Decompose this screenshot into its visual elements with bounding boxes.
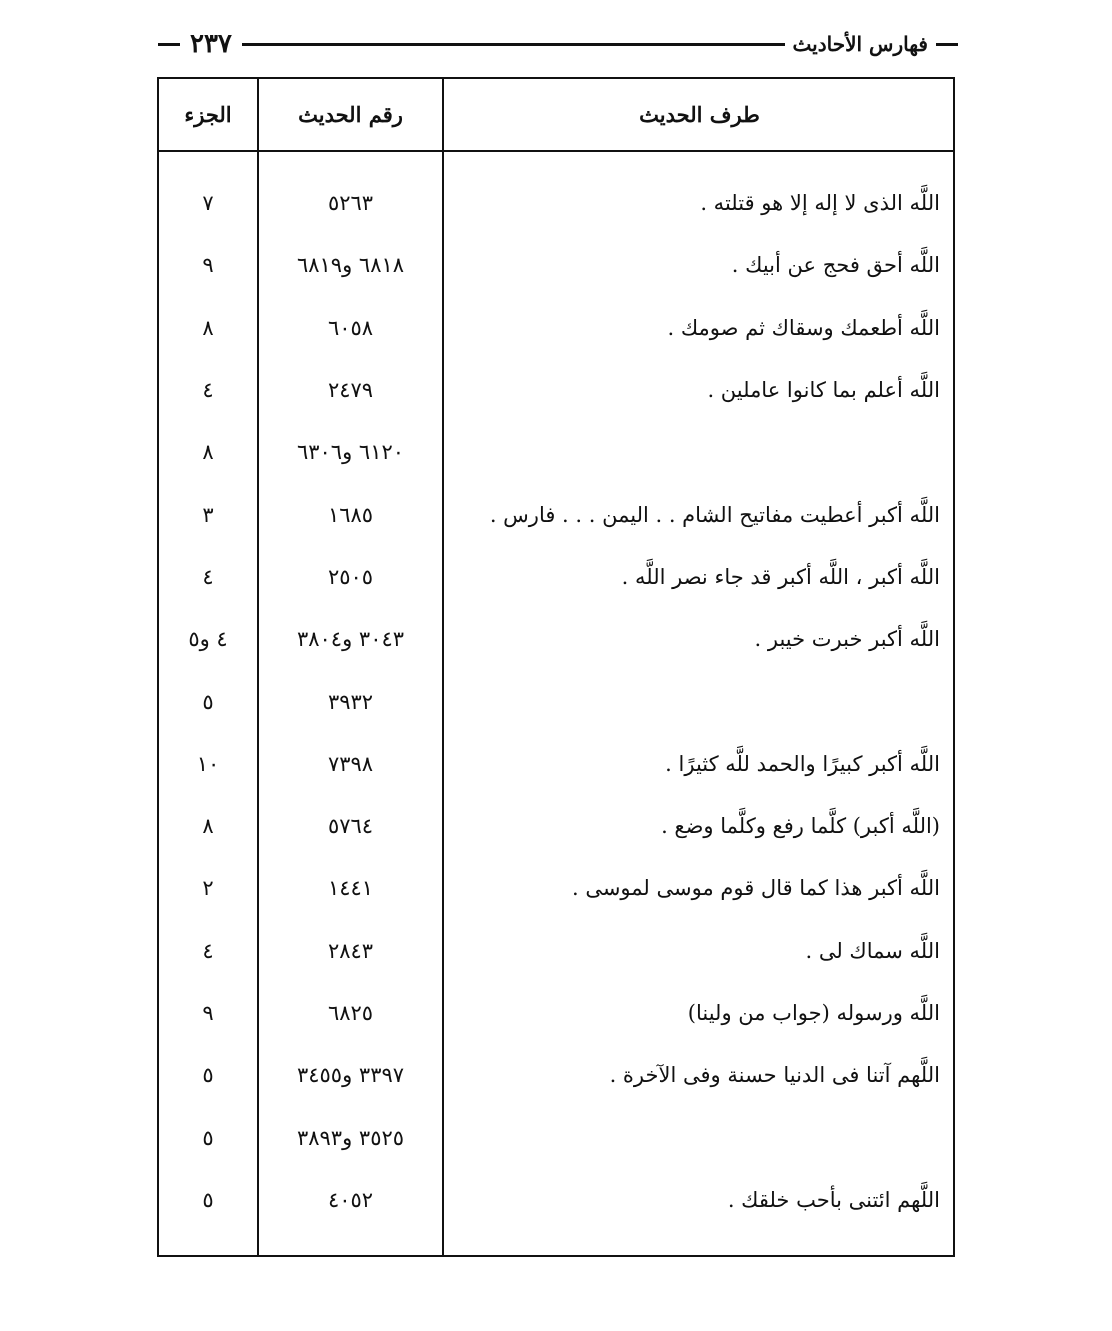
- hadith-text-cell: اللَّه الذى لا إله إلا هو قتلته .: [700, 191, 940, 216]
- hadith-text-cell: اللَّه أكبر أعطيت مفاتيح الشام . . اليمن . . . فارس .: [489, 502, 940, 527]
- hadith-text-cell: [444, 1106, 952, 1168]
- juz-cell: ٥: [202, 689, 214, 714]
- juz-cell: ٩: [202, 253, 214, 278]
- page-header: [158, 24, 958, 64]
- column-header-juz: الجزء: [184, 102, 232, 127]
- hadith-text-cell: اللَّه أحق فحج عن أبيك .: [731, 253, 940, 278]
- juz-cell: ٣: [202, 502, 214, 527]
- hadith-text-cell: اللَّه أكبر خبرت خيبر .: [754, 627, 940, 652]
- hadith-text-cell: [444, 670, 952, 732]
- hadith-number-cell: ٦٠٥٨: [327, 315, 374, 340]
- header-divider: [159, 150, 953, 152]
- hadith-text-cell: اللَّه أطعمك وسقاك ثم صومك .: [667, 315, 940, 340]
- table-row: [159, 483, 953, 545]
- hadith-number-cell: ٦١٢٠ و٦٣٠٦: [296, 440, 405, 465]
- hadith-number-cell: ١٦٨٥: [327, 502, 374, 527]
- juz-cell: ٨: [202, 814, 214, 839]
- table-row: [159, 421, 953, 483]
- column-header-number: رقم الحديث: [298, 102, 403, 127]
- header-rule-left: [158, 43, 180, 46]
- juz-cell: ٤ و٥: [188, 627, 228, 652]
- table-row: [159, 733, 953, 795]
- table-row: [159, 608, 953, 670]
- table-row: [159, 670, 953, 732]
- hadith-number-cell: ٦٨١٨ و٦٨١٩: [296, 253, 405, 278]
- juz-cell: ٧: [202, 191, 214, 216]
- hadith-number-cell: ٢٥٠٥: [327, 564, 374, 589]
- hadith-number-cell: ٧٣٩٨: [327, 751, 374, 776]
- juz-cell: ٤: [202, 378, 214, 403]
- page-number: ٢٣٧: [190, 29, 232, 59]
- hadith-number-cell: ٣٩٣٢: [327, 689, 374, 714]
- hadith-number-cell: ٢٨٤٣: [327, 938, 374, 963]
- hadith-text-cell: [444, 421, 952, 483]
- juz-cell: ٥: [202, 1187, 214, 1212]
- hadith-number-cell: ٣٥٢٥ و٣٨٩٣: [296, 1125, 405, 1150]
- juz-cell: ٨: [202, 315, 214, 340]
- table-row: [159, 795, 953, 857]
- juz-cell: ٥: [202, 1125, 214, 1150]
- hadith-text-cell: اللَّه سماك لى .: [805, 938, 940, 963]
- table-row: [159, 1106, 953, 1168]
- table-row: [159, 1044, 953, 1106]
- table-row: [159, 982, 953, 1044]
- column-header-text: طرف الحديث: [639, 102, 760, 127]
- juz-cell: ٩: [202, 1001, 214, 1025]
- table-body: [159, 172, 953, 1231]
- hadith-index-table: [157, 77, 955, 1257]
- hadith-number-cell: ٣٣٩٧ و٣٤٥٥: [296, 1063, 405, 1088]
- juz-cell: ١٠: [196, 751, 220, 776]
- hadith-number-cell: ٥٢٦٣: [327, 191, 374, 216]
- header-rule-right: [936, 43, 958, 46]
- juz-cell: ٢: [202, 876, 214, 901]
- hadith-number-cell: ٤٠٥٢: [327, 1187, 374, 1212]
- hadith-number-cell: ٥٧٦٤: [327, 814, 374, 839]
- header-rule: [242, 43, 785, 46]
- hadith-number-cell: ٢٤٧٩: [327, 378, 374, 403]
- hadith-text-cell: اللَّهم ائتنى بأحب خلقك .: [727, 1187, 940, 1212]
- table-row: [159, 857, 953, 919]
- juz-cell: ٤: [202, 938, 214, 963]
- hadith-number-cell: ١٤٤١: [327, 876, 374, 901]
- hadith-text-cell: اللَّه ورسوله (جواب من ولينا): [687, 1001, 940, 1025]
- hadith-text-cell: اللَّه أكبر هذا كما قال قوم موسى لموسى .: [571, 876, 940, 901]
- juz-cell: ٥: [202, 1063, 214, 1088]
- juz-cell: ٨: [202, 440, 214, 465]
- table-row: [159, 172, 953, 234]
- hadith-text-cell: (اللَّه أكبر) كلَّما رفع وكلَّما وضع .: [661, 814, 940, 839]
- table-row: [159, 297, 953, 359]
- hadith-number-cell: ٣٠٤٣ و٣٨٠٤: [296, 627, 405, 652]
- hadith-text-cell: اللَّه أكبر ، اللَّه أكبر قد جاء نصر اللَّه .: [621, 564, 940, 589]
- table-row: [159, 234, 953, 296]
- table-row: [159, 359, 953, 421]
- hadith-text-cell: اللَّه أعلم بما كانوا عاملين .: [707, 378, 940, 403]
- juz-cell: ٤: [202, 564, 214, 589]
- table-row: [159, 1169, 953, 1231]
- header-title: فهارس الأحاديث: [792, 32, 928, 56]
- table-row: [159, 546, 953, 608]
- hadith-text-cell: اللَّه أكبر كبيرًا والحمد للَّه كثيرًا .: [665, 751, 940, 776]
- table-row: [159, 920, 953, 982]
- hadith-number-cell: ٦٨٢٥: [327, 1001, 374, 1025]
- hadith-text-cell: اللَّهم آتنا فى الدنيا حسنة وفى الآخرة .: [609, 1063, 940, 1088]
